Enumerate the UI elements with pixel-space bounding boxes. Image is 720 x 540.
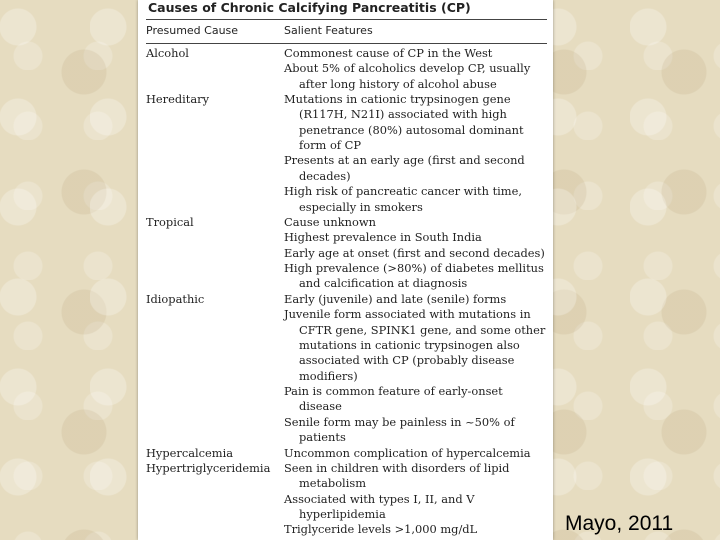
feature-line: modifiers) [299,369,358,383]
header-presumed-cause: Presumed Cause [146,24,239,37]
header-rule [146,43,547,44]
feature-line: Senile form may be painless in ~50% of [284,415,515,429]
feature-line: patients [299,430,346,444]
cause-hypertriglyceridemia: Hypertriglyceridemia [146,461,271,475]
document-page [138,0,553,540]
feature-line: Mutations in cationic trypsinogen gene [284,92,511,106]
header-salient-features: Salient Features [284,24,373,37]
feature-line: form of CP [299,138,362,152]
feature-line: Pain is common feature of early-onset [284,384,503,398]
cause-tropical: Tropical [146,215,194,229]
cause-hypercalcemia: Hypercalcemia [146,446,234,460]
feature-line: Presents at an early age (first and second [284,153,525,167]
feature-line: disease [299,399,342,413]
cause-hereditary: Hereditary [146,92,210,106]
feature-line: (R117H, N21I) associated with high [299,107,507,121]
feature-line: CFTR gene, SPINK1 gene, and some other [299,323,546,337]
feature-line: and calcification at diagnosis [299,276,468,290]
feature-line: Triglyceride levels >1,000 mg/dL [284,522,478,536]
table-title: Causes of Chronic Calcifying Pancreatitis (CP) [148,0,471,15]
feature-line: hyperlipidemia [299,507,386,521]
feature-line: decades) [299,169,351,183]
feature-line: Associated with types I, II, and V [284,492,475,506]
feature-line: Uncommon complication of hypercalcemia [284,446,531,460]
citation-credit: Mayo, 2011 [565,512,674,535]
feature-line: after long history of alcohol abuse [299,77,497,91]
feature-line: About 5% of alcoholics develop CP, usually [284,61,531,75]
feature-line: associated with CP (probably disease [299,353,515,367]
cause-alcohol: Alcohol [146,46,189,60]
feature-line: High risk of pancreatic cancer with time, [284,184,522,198]
cause-idiopathic: Idiopathic [146,292,205,306]
feature-line: Early age at onset (first and second decades) [284,246,545,260]
feature-line: metabolism [299,476,366,490]
feature-line: Early (juvenile) and late (senile) forms [284,292,507,306]
feature-line: Juvenile form associated with mutations in [284,307,531,321]
feature-line: Seen in children with disorders of lipid [284,461,510,475]
feature-line: High prevalence (>80%) of diabetes mellitus [284,261,544,275]
feature-line: Commonest cause of CP in the West [284,46,493,60]
feature-line: Highest prevalence in South India [284,230,482,244]
title-rule [146,19,547,20]
feature-line: penetrance (80%) autosomal dominant [299,123,524,137]
feature-line: especially in smokers [299,200,423,214]
feature-line: Cause unknown [284,215,376,229]
feature-line: mutations in cationic trypsinogen also [299,338,520,352]
